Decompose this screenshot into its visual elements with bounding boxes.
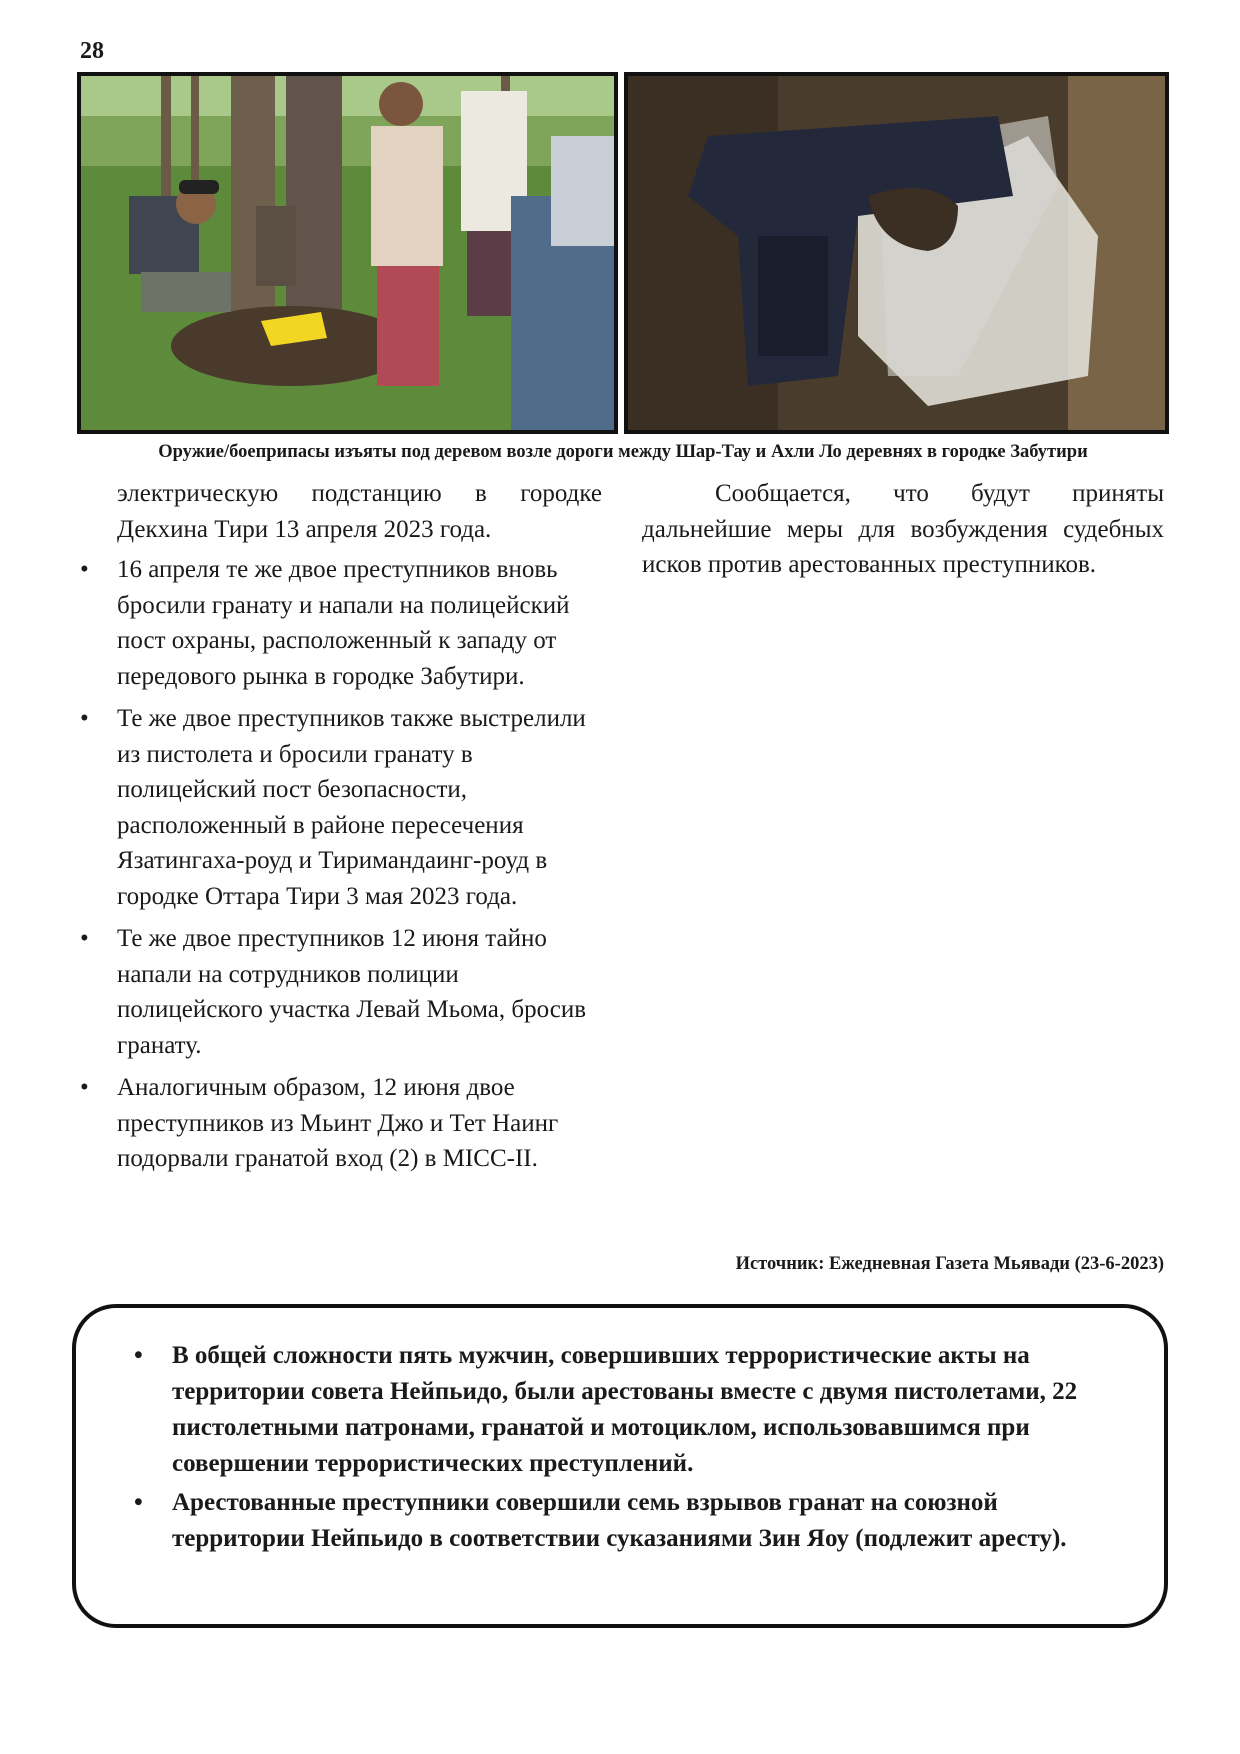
- incident-item: • Те же двое преступников 12 июня тайно напали на сотрудников полиции полицейского участка Левай Мьома, бросив гранату.: [80, 921, 602, 1063]
- incident-list: [80, 552, 602, 1177]
- incident-item: • 16 апреля те же двое преступников вновь бросили гранату и напали на полицейский пост охраны, расположенный к западу от передового рынка в городке Забутири.: [80, 552, 602, 694]
- source-credit: Источник: Ежедневная Газета Мьявади (23-6-2023): [735, 1254, 1164, 1274]
- tree-site-illustration: [81, 76, 614, 430]
- summary-list: [134, 1338, 1122, 1557]
- seized-pistol-illustration: [628, 76, 1165, 430]
- incident-item: • Аналогичным образом, 12 июня двое преступников из Мьинт Джо и Тет Наинг подорвали гранатой вход (2) в MICC-II.: [80, 1070, 602, 1177]
- tree-site-photo: [77, 72, 618, 434]
- photo-row: [77, 72, 1169, 434]
- summary-item: • В общей сложности пять мужчин, совершивших террористические акты на территории совета Нейпьидо, были арестованы вместе с двумя пистолетами, 22 пистолетными патронами, гранатой и мотоциклом, использовавшимся при совершении террористических преступлений.: [134, 1338, 1122, 1482]
- left-text-column: [80, 476, 602, 1184]
- closing-paragraph: Сообщается, что будут приняты дальнейшие меры для возбуждения судебных исков против арестованных преступников.: [642, 480, 1164, 578]
- page-number: 28: [80, 38, 104, 64]
- summary-item: • Арестованные преступники совершили семь взрывов гранат на союзной территории Нейпьидо в соответствии суказаниями Зин Яоу (подлежит аресту).: [134, 1485, 1122, 1557]
- photo-caption: Оружие/боеприпасы изъяты под деревом возле дороги между Шар-Тау и Ахли Ло деревнях в городке Забутири: [158, 442, 1088, 462]
- seized-pistol-photo: [624, 72, 1169, 434]
- continuation-paragraph: электрическую подстанцию в городке Декхина Тири 13 апреля 2023 года.: [117, 480, 602, 543]
- incident-item: • Те же двое преступников также выстрелили из пистолета и бросили гранату в полицейский пост безопасности, расположенный в районе пересечения Язатингаха-роуд и Тиримандаинг-роуд в городке Оттара Тири 3 мая 2023 года.: [80, 701, 602, 914]
- summary-box: [72, 1304, 1168, 1628]
- right-text-column: [642, 476, 1164, 583]
